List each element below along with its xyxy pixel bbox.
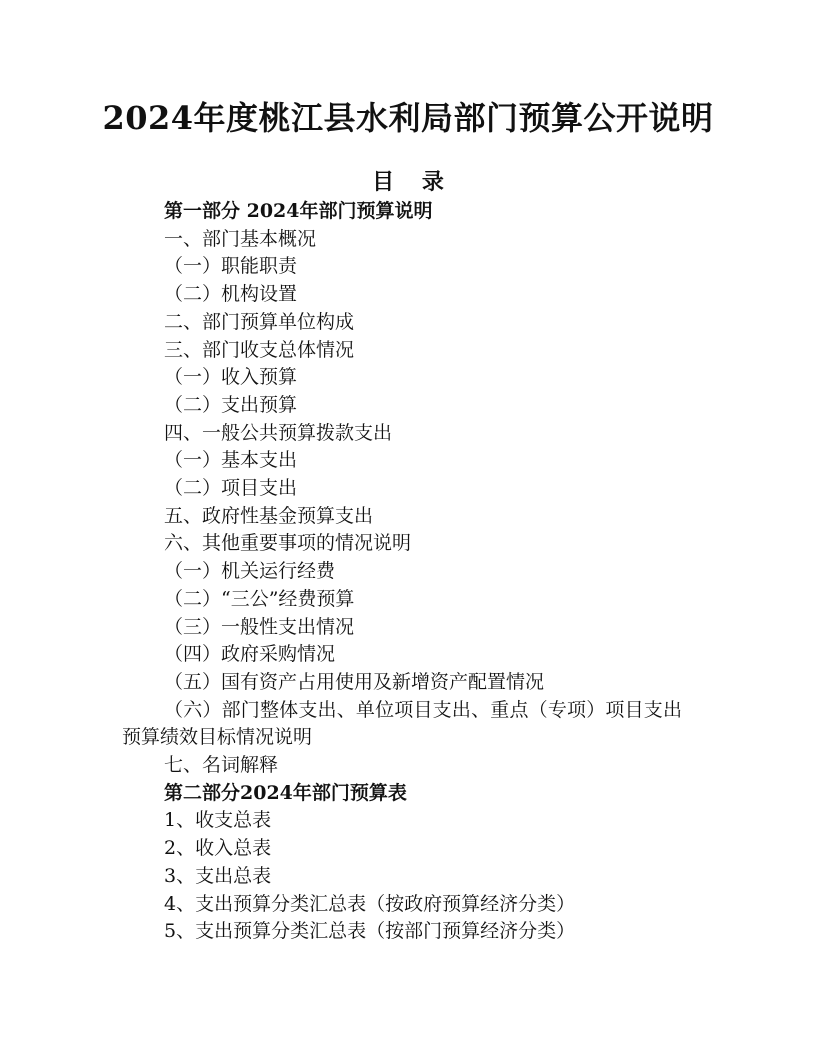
toc-item: 2、收入总表	[164, 837, 272, 860]
toc-subitem: （一）机关运行经费	[164, 560, 336, 583]
toc-item: 5、支出预算分类汇总表（按部门预算经济分类）	[164, 920, 576, 943]
toc-item: 五、政府性基金预算支出	[164, 504, 374, 527]
toc-item: 4、支出预算分类汇总表（按政府预算经济分类）	[164, 892, 576, 915]
toc-subitem: （二）项目支出	[164, 477, 298, 500]
toc-item: 3、支出总表	[164, 864, 272, 887]
toc-subitem: （一）基本支出	[164, 449, 298, 472]
toc-subitem: （二）“三公”经费预算	[164, 587, 355, 610]
table-of-contents	[122, 198, 692, 946]
toc-subitem: （五）国有资产占用使用及新增资产配置情况	[164, 670, 545, 693]
toc-part-heading: 第一部分 2024年部门预算说明	[164, 200, 433, 222]
toc-item: 一、部门基本概况	[164, 227, 317, 250]
toc-subitem-wrapped: （六）部门整体支出、单位项目支出、重点（专项）项目支出预算绩效目标情况说明	[122, 698, 682, 749]
toc-subitem: （三）一般性支出情况	[164, 615, 355, 638]
toc-subitem: （一）职能职责	[164, 255, 298, 278]
toc-subitem: （二）支出预算	[164, 393, 298, 416]
toc-item: 六、其他重要事项的情况说明	[164, 532, 412, 555]
toc-item: 1、收支总表	[164, 809, 272, 832]
toc-subitem: （四）政府采购情况	[164, 643, 336, 666]
toc-item: 七、名词解释	[164, 754, 279, 777]
toc-item: 三、部门收支总体情况	[164, 338, 355, 361]
toc-item: 四、一般公共预算拨款支出	[164, 421, 393, 444]
toc-part-heading: 第二部分2024年部门预算表	[164, 781, 407, 804]
toc-item: 二、部门预算单位构成	[164, 310, 355, 333]
toc-subitem: （一）收入预算	[164, 366, 298, 389]
document-title: 2024年度桃江县水利局部门预算公开说明	[102, 99, 714, 137]
toc-heading: 目 录	[372, 169, 454, 195]
toc-subitem: （二）机构设置	[164, 283, 298, 306]
